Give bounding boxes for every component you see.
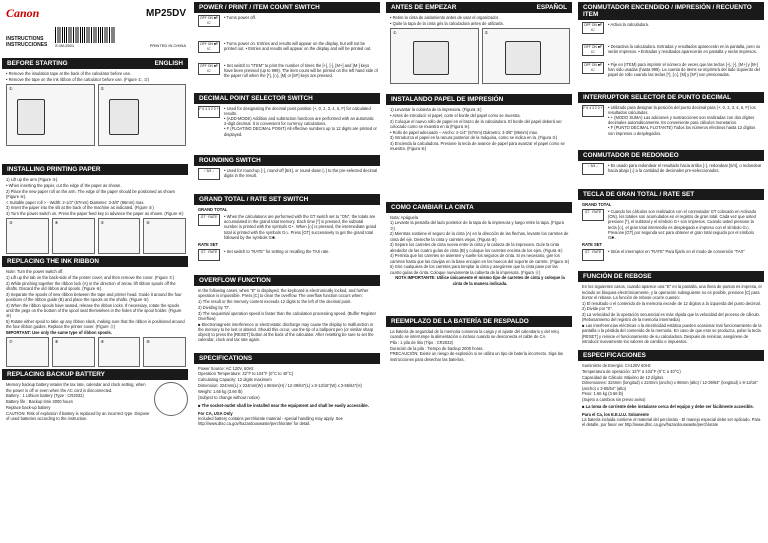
doc-header bbox=[0, 0, 192, 23]
installing-paper-text bbox=[6, 177, 186, 216]
power-item-text: • Turns power on. Entries and results will appear on the display, but will not be printed out. • Entries and results will appear on the display and will be printed out. bbox=[224, 41, 372, 52]
install-line: • When inserting the paper, cut the edge of the paper as shown. bbox=[6, 182, 122, 188]
spec-es-line: Capacidad de Cálculo: Máximo de 12 dígitos bbox=[582, 374, 664, 380]
rate-set-text: • Set switch to "RATE" for setting or recalling the TAX rate. bbox=[224, 249, 330, 255]
antes-title: ANTES DE EMPEZAR bbox=[391, 4, 457, 11]
barcode-icon bbox=[55, 27, 115, 43]
column-4 bbox=[576, 0, 768, 543]
install-line: 1) Lift up the arm (Figure ③). bbox=[6, 177, 59, 182]
figure-8: ⑧ bbox=[52, 337, 95, 367]
ribbon-text bbox=[6, 269, 186, 329]
conmutador-header: CONMUTADOR ENCENDIDO / IMPRESIÓN / RECUENTO ITEM bbox=[578, 2, 764, 20]
ribbon-header: REPLACING THE INK RIBBON bbox=[2, 256, 188, 267]
decimal-es-text bbox=[608, 105, 762, 136]
installing-paper-header: INSTALLING PRINTING PAPER bbox=[2, 164, 188, 175]
switch-ic-icon: OFF ON ■P IC bbox=[199, 64, 219, 73]
ribbon-line: 1) Lift up the tab on the back-side of the printer cover, and then remove the cover. (Figure ⑦) bbox=[6, 275, 174, 281]
papel-line: 4) Encienda la calculadora. Presione la tecla de avance de papel para avanzar el papel como se muestra. (Figura ⑥) bbox=[390, 141, 565, 152]
bateria-line: Duración de la pila : Tiempo de backup 2000 horas. bbox=[390, 345, 484, 351]
figure-5: ⑤ bbox=[98, 218, 141, 254]
bateria-line: Pila : 1 pila de litio (Tipo : CR2032) bbox=[390, 339, 454, 345]
rate-set-es-label: RATE SET bbox=[582, 242, 602, 248]
instructions-en: INSTRUCTIONS bbox=[6, 36, 44, 42]
socket-es-note: ■ La toma de corriente debe instalarse cerca del equipo y debe ser fácilmente accesible. bbox=[582, 404, 754, 410]
spec-es-line: (Sujeto a cambios sin previo aviso) bbox=[582, 397, 646, 403]
rounding-switch-header: ROUNDING SWITCH bbox=[194, 155, 380, 166]
gt-switch-icon: GT · RATE bbox=[582, 209, 604, 221]
overflow-line: 2) Dividing by "0". bbox=[198, 305, 231, 311]
power-item-off bbox=[198, 15, 378, 27]
figure-9: ⑨ bbox=[98, 337, 141, 367]
switch-off-icon: OFF ON ■P IC bbox=[199, 16, 219, 25]
switch-ic-icon: OFF ON ■P IC bbox=[583, 63, 603, 72]
ribbon-line: 2) While pinching together the ribbon lock (A) in the direction of arrow, lift ribbon spools off the shafts. Discard the old ribbon and spools. (Figure ⑧) bbox=[6, 280, 176, 292]
spec-line: Weight: 1.66 kg (3.66 lb) bbox=[198, 388, 243, 394]
cinta-line: 4) Permita que los carretes se asienten y suelte los seguros de cinta. Si es necesario, gire los carretes hasta que las clavijas en la base encajen en los huecos del soporte de carrete. (Figura ⑩) bbox=[390, 253, 570, 264]
grand-total-label: GRAND TOTAL bbox=[198, 206, 228, 212]
figure-row-1-2 bbox=[6, 84, 186, 146]
overflow-line: 3) The sequential operation speed is faster than the calculation processing speed. (Buffer Register Overflow) bbox=[198, 310, 377, 322]
doc-code: E-IM-2501 bbox=[55, 43, 75, 48]
overflow-header: OVERFLOW FUNCTION bbox=[194, 275, 380, 286]
spec-line: Calculating Capacity: 12 digits maximum bbox=[198, 377, 272, 383]
spec-line: Dimension: 324mm(L) x 224mm(W) x 86mm(H) / 12-39/64"(L) x 8-13/16"(W) x 3-55/64"(H) bbox=[198, 383, 362, 389]
ribbon-important: IMPORTANT: Use only the same type of ribbon spools. bbox=[6, 330, 112, 336]
conmutador-text: • Activa la calculadora. bbox=[608, 22, 650, 27]
power-item-text: • Turns power off. bbox=[224, 15, 256, 20]
antes-line: • Retire la cinta de aislamiento antes de usar el organizador. bbox=[390, 15, 500, 20]
papel-header: INSTALANDO PAPEL DE IMPRESIÓN bbox=[386, 94, 572, 105]
decimal-line: • Used for designating the decimal point position (+, 0, 2, 3, 4, 6, F) for calculated results. bbox=[224, 105, 371, 116]
rebose-header: FUNCIÓN DE REBOSE bbox=[578, 271, 764, 282]
cinta-line: 1) Levante la pestaña del lado posterior de la tapa de la impresora y luego retire la tapa. (Figura ⑦) bbox=[390, 220, 564, 231]
conmutador-item-off bbox=[582, 22, 762, 34]
ribbon-line: 3) Separate the spools of new ribbon between the tape and printer head. Guide it around the four positions of the ribbon guide (B) and place the spools on the shafts. (Figure ⑨) bbox=[6, 291, 182, 303]
decimal-es-item bbox=[582, 105, 762, 136]
figure-es-1: ① bbox=[390, 28, 479, 84]
ribbon-line: Note: Turn the power switch off. bbox=[6, 269, 64, 275]
overflow-line: In the following cases, when "E" is displayed, the keyboard is electronically locked, and further operation is impossible. Press [C] to clear the overflow. The overflow function occurs when: bbox=[198, 288, 369, 299]
battery-line: Memory backup battery retains the tax rate, calendar and clock setting, when the power is off or even when the AC cord is disconnected. bbox=[6, 382, 146, 393]
gran-total-text: • Cuando los cálculos son realizados con el conmutador GT colocado en Activado (ON), los totales son acumulados en el registro de gran total. Cada vez que usted presione [*], el subtotal y el símbolo G+ son impresos. Cuando usted presione la tecla [◇], el gran total intermedio es desplegado e impreso con el símbolo G◇. Presione [GT] por segunda vez para obtener el gran total seguido por el símbolo G✱. bbox=[608, 209, 757, 241]
canon-logo: Canon bbox=[6, 6, 40, 20]
cinta-line: 5) Gire cualquiera de los carretes para templar la cinta y asegúrese que la cinta pase por las cuatro guías de cinta. Coloque nuevamente la cubierta de la impresora. (Figura ⑪) bbox=[390, 264, 558, 275]
papel-line: • Rollo de papel adecuado – Ancho: 2-1/4" (57mm) Diámetro: 3-3/8" (86mm) max. bbox=[390, 129, 539, 135]
antes-line: • Quite la tapa de la cinta gris la calculadora antes de utilizarla. bbox=[390, 20, 504, 26]
before-starting-header bbox=[2, 58, 188, 69]
before-starting-text bbox=[6, 71, 186, 82]
antes-header bbox=[386, 2, 572, 13]
specs-header: SPECIFICATIONS bbox=[194, 353, 380, 364]
specs-text bbox=[198, 366, 378, 400]
rebose-line: En los siguientes casos, cuando aparece una "E" en la pantalla, una línea de puntos es impresa, el teclado se bloquea electrónicamente, y la operación subsiguiente no es posible, presione [C] para borrar el rebase. La función de rebose ocurre cuando: bbox=[582, 284, 762, 300]
papel-line: 2) Coloque el nuevo rollo de papel en el brazo de la calculadora. El borde del papel deberá ser colocado como se muestra en la (Figura ④). bbox=[390, 118, 562, 129]
rounding-switch-icon: ↑ 5/4 ↓ bbox=[582, 163, 604, 175]
before-line: • Remove the tape on the ink ribbon of the calculator before use. (Figure ①, ②) bbox=[6, 76, 150, 82]
column-1 bbox=[0, 0, 192, 543]
install-line: 2) Place the new paper roll on the arm. The edge of the paper should be positioned as shown (Figure ④). bbox=[6, 188, 176, 199]
overflow-text bbox=[198, 288, 378, 342]
bateria-header: REEMPLAZO DE LA BATERÍA DE RESPALDO bbox=[386, 316, 572, 327]
figure-7: ⑦ bbox=[6, 337, 49, 367]
decimal-switch-icon: F 6 4 3 2 0 + bbox=[198, 106, 220, 118]
spec-line: Operation Temperature: 32°F to 104°F (0°C to 40°C) bbox=[198, 371, 294, 377]
header-info bbox=[0, 23, 192, 52]
socket-note: ■ The socket-outlet shall be installed near the equipment and shall be easily accessible. bbox=[198, 402, 369, 408]
instructions-es: INSTRUCCIONES bbox=[6, 42, 48, 48]
decimal-line: • (ADD-MODE) Addition and subtraction functions are performed with an automatic 2-digit decimal. It is convenient for currency calculations. bbox=[224, 116, 374, 127]
especificaciones-header: ESPECIFICACIONES bbox=[578, 350, 764, 361]
redondeo-item bbox=[582, 163, 762, 175]
switch-on-icon: OFF ON ■P IC bbox=[199, 42, 219, 51]
rate-switch-icon: GT · RATE bbox=[198, 249, 220, 261]
usa-text: Included battery contains perchlorate material - special handling may apply. See http://www.dtsc.ca.gov/hazardouswaste/perchlorate/ for detail. bbox=[198, 416, 343, 427]
bateria-line: La batería de seguridad de la memoria conserva la carga y el ajuste del calendario y del reloj cuando se interrumpe la alimentación o incluso cuando se desconecta el cable de CA. bbox=[390, 328, 559, 339]
conmutador-item-ic bbox=[582, 62, 762, 78]
switch-off-icon: OFF ON ■P IC bbox=[583, 23, 603, 32]
cinta-header: COMO CAMBIAR LA CINTA bbox=[386, 202, 572, 213]
papel-line: 3) Introduzca el papel en la ranura posterior de la máquina, como se indica en la. (Figura ⑤) bbox=[390, 135, 558, 141]
cinta-line: 2) Mientras sostiene el seguro de la cinta (A) en la dirección de las flechas, levante los carretes de cinta del eje. Deseche la cinta y carretes viejos. (Figura ⑧) bbox=[390, 231, 569, 242]
redondeo-header: CONMUTADOR DE REDONDEO bbox=[578, 150, 764, 161]
decimal-es-line: • Utilizado para designar la posición del punto decimal para (+, 0, 2, 3, 4, 6, F) los resultados calculados. bbox=[608, 104, 756, 115]
papel-text bbox=[390, 107, 570, 152]
rate-set-label: RATE SET bbox=[198, 242, 218, 248]
rebose-line: ■ Las interferencias eléctricas o la electricidad estática pueden ocasionar mal funcionamiento de la pantalla o la pérdida del contenido de la memoria. En caso de que esto se produzca, pulse la tecla [RESET] y reinicie el funcionamiento de su calculadora. Después de reiniciar, asegúrese de introducir nuevamente los valores de cambio e impuestos. bbox=[582, 323, 762, 344]
power-item-text: • Set switch to "ITEM" to print the number of times the [+], [-], [M+] and [M-] keys have been pressed (up to 999). The item count will be printed on the left hand side of the paper roll when the [*], [◇], [M] or [M*] keys are pressed. bbox=[224, 63, 378, 79]
spec-line: (Subject to change without notice) bbox=[198, 394, 260, 400]
papel-line: 1) Levantar la cubierta de la impresora. (Figura ③) bbox=[390, 107, 482, 112]
gran-total-label: GRAND TOTAL bbox=[582, 201, 612, 207]
power-item-on bbox=[198, 41, 378, 53]
rebose-line: 2) Divide por "0". bbox=[582, 306, 613, 312]
grand-total-text: • When the calculations are performed with the GT switch set to "ON", the totals are accumulated in the grand total memory. Each time [*] is pressed, the subtotal number is printed with the symbols G+. When [◇] is pressed, the intermediate grand total is printed with the symbols G◇. Press [GT] successively to get the grand total followed by the symbols G✱. bbox=[224, 214, 377, 240]
spanish-label: ESPAÑOL bbox=[536, 4, 567, 11]
figure-6: ⑥ bbox=[143, 218, 186, 254]
gt-switch-icon: GT · RATE bbox=[198, 214, 220, 226]
battery-line: Battery life : Backup time 3000 hours bbox=[6, 399, 73, 405]
cinta-text bbox=[390, 215, 570, 275]
battery-line: Replace back-up battery bbox=[6, 404, 51, 410]
spec-es-line: Suministro de Energía: CA120V 60Hz bbox=[582, 363, 651, 369]
figure-10: ⑩ bbox=[143, 337, 186, 367]
grand-total-item bbox=[198, 214, 378, 240]
rounding-text: • Used for round-up [↑], round-off [5/4], or round-down [↓] to the pre-selected decimal digits in the result. bbox=[224, 167, 378, 179]
spec-es-line: Dimensiones: 324mm (longitud) x 224mm (ancho) x 86mm (alto) / 12-39/64" (longitud) x 8-13/16" (ancho) x 3-55/64" (alto) bbox=[582, 380, 758, 391]
cinta-important: NOTA IMPORTANTE: Utilice únicamente el mismo tipo de carretes de cinta y coloque la cinta de la manera indicada. bbox=[395, 275, 565, 286]
decimal-es-line: • F (PUNTO DECIMAL FLOTANTE) Todos los números efectivos hasta 12 dígitos son impresos o desplegados. bbox=[608, 125, 756, 136]
ribbon-line: 5) Rotate either spool to take up any ribbon slack, making sure that the ribbon is positioned around the four ribbon guides. Replace the printer cover. (Figure ⑪) bbox=[6, 319, 185, 330]
gran-total-item bbox=[582, 209, 762, 240]
decimal-item bbox=[198, 106, 378, 137]
rebose-line: 1) El resultado o el contenido de la memoria excede de 12 dígitos a la izquierda del punto decimal. bbox=[582, 300, 761, 306]
battery-section bbox=[0, 382, 192, 421]
figure-3: ③ bbox=[6, 218, 49, 254]
conmutador-text: • Desactiva la calculadora. Entradas y resultados aparecerán en la pantalla, pero no serán impresos. • Entradas y resultados aparecerán en pantalla y serán impresos. bbox=[608, 44, 761, 55]
install-line: 4) Turn the power switch on. Press the paper feed key to advance the paper as shown. (Figure ⑥) bbox=[6, 211, 184, 217]
usa-es-text: La batería incluida contiene el material del perclorato - El manejo especial debe ser aplicado. Para el detalle, por favor ver http://www.dtsc.ca.gov/hazardouswaste/perchlorate bbox=[582, 416, 761, 428]
bateria-line: PRECAUCIÓN: Existe un riesgo de explosión si se utiliza un tipo de batería incorrecto. Siga las instrucciones para desechar las baterías. bbox=[390, 351, 563, 362]
redondeo-text: • Es usado para redondear el resultado hacia arriba [↑], redondear [5/4], o redondear hacia abajo [↓] a la cantidad de decimales pre-seleccionados. bbox=[608, 162, 762, 174]
usa-es-title: Para el Ca, los E.E.U.U. Solamente bbox=[582, 411, 649, 417]
figure-row-7-11 bbox=[6, 337, 186, 367]
column-3 bbox=[384, 0, 576, 543]
figure-es-2: ② bbox=[482, 28, 571, 84]
decimal-switch-icon: F 6 4 3 2 0 + bbox=[582, 105, 604, 117]
conmutador-item-on bbox=[582, 44, 762, 56]
decimal-es-line: • + (MODO SUMA) Las adiciones y sustracciones son realizadas con dos dígitos decimales automáticamente. Es conveniente para cálculos monetarios. bbox=[608, 115, 755, 126]
especificaciones-text bbox=[582, 363, 762, 402]
battery-text bbox=[6, 382, 152, 421]
spec-line: Power Source: AC 120V, 60Hz bbox=[198, 365, 254, 371]
before-starting-title: BEFORE STARTING bbox=[7, 60, 68, 67]
figure-2: ② bbox=[98, 84, 187, 146]
battery-line: CAUTION: Risk of explosion if battery is replaced by an incorrect type. Dispose of used batteries according to the instruction. bbox=[6, 410, 150, 421]
cinta-line: Nota: Apáguela bbox=[390, 214, 418, 220]
usa-title: For CA, USA Only bbox=[198, 411, 233, 417]
battery-header: REPLACING BACKUP BATTERY bbox=[2, 369, 188, 380]
decimal-text bbox=[224, 106, 378, 137]
spec-es-line: Temperatura de operación: 32°F a 104°F (0°C a 40°C) bbox=[582, 368, 681, 374]
figure-1: ① bbox=[6, 84, 95, 146]
column-2 bbox=[192, 0, 384, 543]
install-line: < Suitable paper roll > - Width: 2-1/4" (57mm) Diameter: 3-3/8" (86mm) max. bbox=[6, 199, 145, 205]
antes-text bbox=[390, 15, 570, 26]
power-switch-header: POWER / PRINT / ITEM COUNT SWITCH bbox=[194, 2, 380, 13]
english-label: ENGLISH bbox=[154, 60, 183, 67]
bateria-text bbox=[390, 329, 570, 362]
figure-row-es-1-2 bbox=[390, 28, 570, 84]
rounding-switch-icon: ↑ 5/4 ↓ bbox=[198, 168, 220, 180]
grand-total-header: GRAND TOTAL / RATE SET SWITCH bbox=[194, 194, 380, 205]
overflow-line: 1) The result or the memory content exceeds 12 digits to the left of the decimal point. bbox=[198, 299, 352, 305]
conmutador-text: • Fije en (ITEM) para imprimir el número de veces que las teclas [+], [-], [M+] y [M-] han sido usadas (hasta 999). La cuenta de items se imprimirá del lado izquierdo del papel de rollo cuando las teclas [*], [◇], [M] y [M*] son presionadas. bbox=[608, 62, 760, 78]
papel-line: • Antes de introducir el papel, corte el borde del papel como se muestra. bbox=[390, 112, 521, 118]
ribbon-line: 4) When the ribbon spools have seated, release the ribbon locks. If necessary, rotate the spools until the pegs on the bottom of the spool seat themselves in the holes of the spool holder. (Figure ⑩) bbox=[6, 302, 182, 319]
figure-row-3-6 bbox=[6, 218, 186, 254]
rate-set-item bbox=[198, 249, 378, 261]
battery-line: Battery : 1 Lithium battery (Type : CR2032) bbox=[6, 393, 84, 399]
cinta-line: 3) Separe los carretes de cinta nueva entre la cinta y la cabeza de la impresora. Guíe la cinta alrededor de las cuatro guías de cinta (B) y coloque los carretes encima de los ejes. (Figura ⑨) bbox=[390, 242, 563, 253]
gran-total-header: TECLA DE GRAN TOTAL / RATE SET bbox=[578, 189, 764, 200]
install-line: 3) Insert the paper into the slit at the back of the machine as indicated. (Figure ⑤) bbox=[6, 205, 154, 211]
rounding-item bbox=[198, 168, 378, 180]
figure-4: ④ bbox=[52, 218, 95, 254]
battery-icon bbox=[154, 382, 188, 416]
switch-on-icon: OFF ON ■P IC bbox=[583, 45, 603, 54]
before-line: • Remove the insulation tape at the back of the calculator before use. bbox=[6, 71, 132, 76]
spec-es-line: Peso: 1.66 kg (3.66 lb) bbox=[582, 391, 624, 397]
rate-set-es-item bbox=[582, 249, 762, 261]
overflow-line: ■ Electromagnetic interference or electrostatic discharge may cause the display to malfunction or the memory to be lost or altered. Should this occur, use the tip of a ballpoint pen (or similar sharp object) to press the [RESET] button at the back of the calculator. After resetting be sure to set the calendar, clock and tax rate again. bbox=[198, 321, 374, 343]
model-number: MP25DV bbox=[145, 8, 186, 19]
decimal-es-header: INTERRUPTOR SELECTOR DE PUNTO DECIMAL bbox=[578, 92, 764, 103]
decimal-switch-header: DECIMAL POINT SELECTOR SWITCH bbox=[194, 93, 380, 104]
rebose-line: 3) La velocidad de la operación secuencial es más rápida que la velocidad del proceso de cálculo. (Rebosamiento del registro de la memoria intermedia) bbox=[582, 312, 760, 323]
rate-switch-icon: GT · RATE bbox=[582, 249, 604, 261]
power-item-ic bbox=[198, 63, 378, 79]
printed-in: PRINTED IN CHINA bbox=[149, 43, 186, 48]
rate-set-es-text: • Sitúe el interruptor en "RATE" Para fijarlo en el modo de conversión "TAX" bbox=[608, 249, 745, 255]
rebose-text bbox=[582, 284, 762, 344]
decimal-line: • F (FLOATING DECIMAL POINT) All effective numbers up to 12 digits are printed or displayed. bbox=[224, 126, 377, 137]
